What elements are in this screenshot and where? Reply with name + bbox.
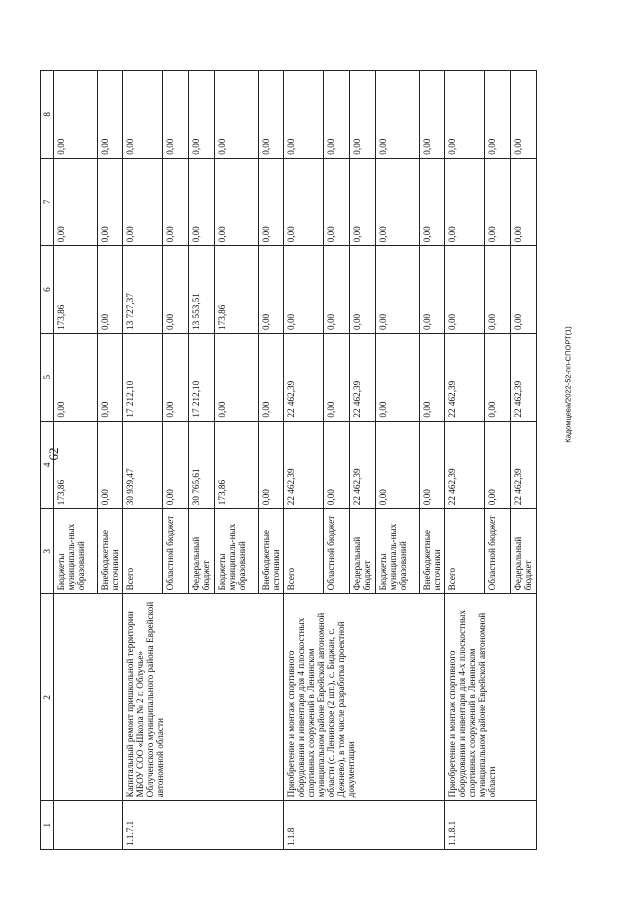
value-cell: 22 462,39	[350, 333, 376, 421]
funding-source: Бюджеты муниципаль-ных образований	[54, 509, 98, 594]
value-cell: 0,00	[98, 333, 123, 421]
value-cell: 0,00	[54, 71, 98, 159]
value-cell: 22 462,39	[511, 333, 537, 421]
footer-doc-id: Кадомцева/2022-52-пп-СПОРТ(1)	[563, 326, 573, 443]
value-cell: 0,00	[259, 333, 284, 421]
table-row	[54, 71, 98, 850]
value-cell: 0,00	[485, 158, 511, 246]
funding-source: Бюджеты муниципаль-ных образований	[215, 509, 259, 594]
value-cell: 0,00	[420, 71, 445, 159]
row-description: Приобретение и монтаж спортивного оборудования и инвентаря для 4 плоскостных спортивных сооружений в Ленинском муниципальном районе Еврейской автономной области (с. Ленинское (2 шт.), с. Биджан, с. Дежнево), в том числе разработка проектной документации	[284, 594, 445, 801]
funding-source: Областной бюджет	[324, 509, 350, 594]
funding-source: Внебюджетные источники	[420, 509, 445, 594]
header-cell: 8	[41, 71, 54, 159]
value-cell: 0,00	[259, 158, 284, 246]
funding-source: Федеральный бюджет	[511, 509, 537, 594]
value-cell: 0,00	[284, 71, 324, 159]
value-cell: 173,86	[54, 246, 98, 334]
row-description	[54, 594, 123, 801]
value-cell: 0,00	[284, 158, 324, 246]
value-cell: 0,00	[98, 421, 123, 509]
value-cell: 0,00	[324, 333, 350, 421]
value-cell: 0,00	[284, 246, 324, 334]
funding-source: Областной бюджет	[163, 509, 189, 594]
header-cell: 2	[41, 594, 54, 801]
header-cell: 6	[41, 246, 54, 334]
value-cell: 30 765,61	[189, 421, 215, 509]
value-cell: 0,00	[259, 246, 284, 334]
value-cell: 0,00	[445, 158, 485, 246]
funding-source: Федеральный бюджет	[189, 509, 215, 594]
funding-source: Внебюджетные источники	[98, 509, 123, 594]
value-cell: 0,00	[54, 333, 98, 421]
value-cell: 0,00	[376, 421, 420, 509]
value-cell: 0,00	[511, 246, 537, 334]
row-code: 1.1.8.1	[445, 801, 537, 850]
header-cell: 4	[41, 421, 54, 509]
value-cell: 22 462,39	[445, 333, 485, 421]
value-cell: 30 939,47	[123, 421, 163, 509]
value-cell: 0,00	[420, 158, 445, 246]
value-cell: 22 462,39	[284, 421, 324, 509]
funding-source: Всего	[284, 509, 324, 594]
value-cell: 0,00	[350, 71, 376, 159]
header-cell: 3	[41, 509, 54, 594]
value-cell: 13 727,37	[123, 246, 163, 334]
value-cell: 0,00	[123, 158, 163, 246]
value-cell: 0,00	[511, 71, 537, 159]
table-row	[123, 71, 163, 850]
value-cell: 0,00	[376, 246, 420, 334]
value-cell: 17 212,10	[123, 333, 163, 421]
value-cell: 0,00	[54, 158, 98, 246]
header-cell: 1	[41, 801, 54, 850]
value-cell: 0,00	[511, 158, 537, 246]
rotated-table-container	[40, 70, 578, 850]
value-cell: 0,00	[420, 421, 445, 509]
value-cell: 0,00	[215, 71, 259, 159]
value-cell: 0,00	[324, 246, 350, 334]
funding-source: Всего	[445, 509, 485, 594]
value-cell: 0,00	[259, 421, 284, 509]
budget-table	[40, 70, 537, 850]
funding-source: Федеральный бюджет	[350, 509, 376, 594]
row-code: 1.1.7.1	[123, 801, 284, 850]
row-description: Капитальный ремонт пришкольной территории МБОУ СОО «Школа № 2 г. Облучье» Облученского муниципального района Еврейской автономной области	[123, 594, 284, 801]
value-cell: 0,00	[324, 158, 350, 246]
value-cell: 0,00	[376, 158, 420, 246]
funding-source: Внебюджетные источники	[259, 509, 284, 594]
value-cell: 0,00	[485, 246, 511, 334]
value-cell: 0,00	[98, 71, 123, 159]
table-row	[284, 71, 324, 850]
value-cell: 0,00	[189, 158, 215, 246]
funding-source: Бюджеты муниципаль-ных образований	[376, 509, 420, 594]
value-cell: 17 212,10	[189, 333, 215, 421]
value-cell: 0,00	[98, 158, 123, 246]
value-cell: 0,00	[123, 71, 163, 159]
value-cell: 0,00	[324, 421, 350, 509]
value-cell: 22 462,39	[445, 421, 485, 509]
value-cell: 0,00	[350, 158, 376, 246]
table-row	[445, 71, 485, 850]
value-cell: 0,00	[376, 71, 420, 159]
value-cell: 0,00	[215, 333, 259, 421]
value-cell: 0,00	[445, 71, 485, 159]
value-cell: 0,00	[485, 421, 511, 509]
row-description: Приобретение и монтаж спортивного оборудования и инвентаря для 4-х плоскостных спортивных сооружений в Ленинском муниципальном районе Еврейской автономной области	[445, 594, 537, 801]
value-cell: 22 462,39	[511, 421, 537, 509]
funding-source: Областной бюджет	[485, 509, 511, 594]
value-cell: 0,00	[376, 333, 420, 421]
value-cell: 173,86	[215, 246, 259, 334]
value-cell: 0,00	[189, 71, 215, 159]
value-cell: 0,00	[215, 158, 259, 246]
row-code: 1.1.8	[284, 801, 445, 850]
value-cell: 0,00	[163, 158, 189, 246]
value-cell: 0,00	[259, 71, 284, 159]
value-cell: 0,00	[163, 71, 189, 159]
value-cell: 0,00	[420, 333, 445, 421]
value-cell: 173,86	[54, 421, 98, 509]
value-cell: 0,00	[163, 421, 189, 509]
header-row	[41, 71, 54, 850]
value-cell: 22 462,39	[350, 421, 376, 509]
header-cell: 7	[41, 158, 54, 246]
value-cell: 0,00	[163, 333, 189, 421]
value-cell: 0,00	[98, 246, 123, 334]
value-cell: 0,00	[445, 246, 485, 334]
value-cell: 0,00	[350, 246, 376, 334]
value-cell: 22 462,39	[284, 333, 324, 421]
funding-source: Всего	[123, 509, 163, 594]
value-cell: 173,86	[215, 421, 259, 509]
page-number: 62	[46, 447, 61, 461]
value-cell: 0,00	[485, 71, 511, 159]
row-code	[54, 801, 123, 850]
value-cell: 0,00	[324, 71, 350, 159]
value-cell: 0,00	[420, 246, 445, 334]
header-cell: 5	[41, 333, 54, 421]
value-cell: 13 553,51	[189, 246, 215, 334]
value-cell: 0,00	[485, 333, 511, 421]
value-cell: 0,00	[163, 246, 189, 334]
